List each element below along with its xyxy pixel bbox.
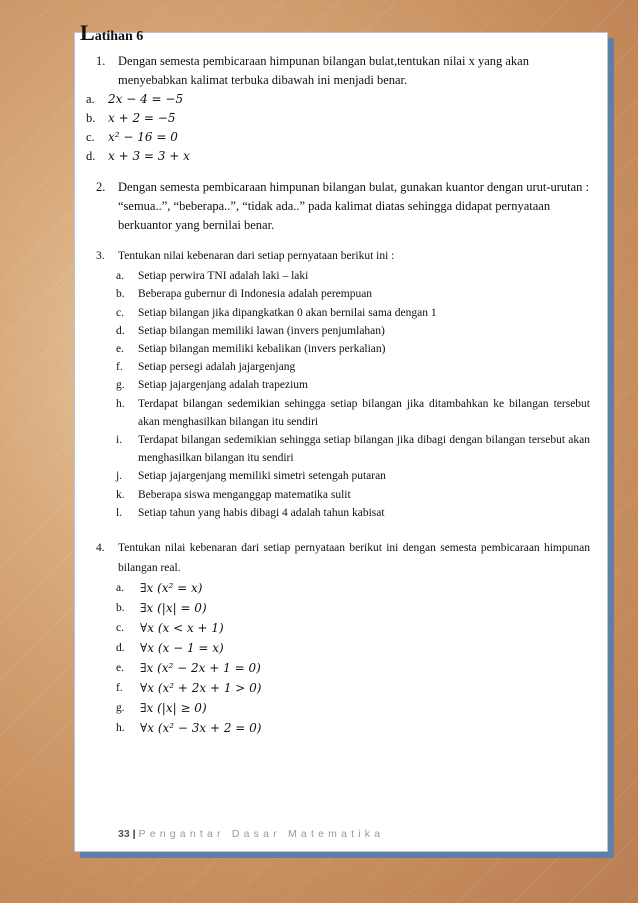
item-label: h.: [116, 397, 125, 410]
question-number: 3.: [96, 250, 105, 262]
item-text: Setiap persegi adalah jajargenjang: [138, 361, 296, 374]
item-text: 2x − 4 = −5: [108, 92, 184, 106]
list-item: [96, 267, 590, 285]
item-text: Setiap jajargenjang adalah trapezium: [138, 379, 308, 392]
item-label: c.: [116, 622, 124, 635]
list-item: [96, 678, 590, 698]
question-number: 2.: [96, 180, 106, 194]
item-text: x² − 16 = 0: [108, 130, 178, 144]
item-label: h.: [116, 722, 125, 735]
item-text: Terdapat bilangan sedemikian sehingga setiap bilangan jika dibagi dengan bilangan tersebut akan menghasilkan bilangan itu sendiri: [138, 434, 590, 465]
question-4-items: [96, 578, 590, 738]
list-item: [96, 358, 590, 376]
list-item: [86, 109, 590, 128]
item-label: a.: [116, 582, 124, 595]
question-3-items: [96, 267, 590, 522]
item-text: Setiap jajargenjang memiliki simetri setengah putaran: [138, 470, 386, 483]
question-3: [96, 247, 590, 522]
question-2: [96, 178, 590, 235]
item-text: ∃x (x² − 2x + 1 = 0): [140, 661, 261, 676]
item-label: f.: [116, 361, 123, 374]
question-text: Tentukan nilai kebenaran dari setiap pernyataan berikut ini :: [118, 250, 395, 262]
list-item: [96, 431, 590, 467]
question-4: [96, 538, 590, 738]
list-item: [96, 376, 590, 394]
item-text: Setiap bilangan memiliki lawan (invers penjumlahan): [138, 324, 385, 337]
item-text: ∃x (x² = x): [140, 581, 203, 596]
item-label: j.: [116, 470, 123, 483]
list-item: [96, 578, 590, 598]
list-item: [96, 322, 590, 340]
item-text: Setiap tahun yang habis dibagi 4 adalah tahun kabisat: [138, 506, 385, 519]
question-number: 4.: [96, 542, 105, 555]
list-item: [96, 285, 590, 303]
item-label: d.: [86, 149, 96, 163]
item-label: g.: [116, 702, 125, 715]
item-text: ∃x (|x| ≥ 0): [140, 701, 207, 716]
item-text: Beberapa gubernur di Indonesia adalah perempuan: [138, 288, 373, 301]
page-number: 33: [118, 828, 130, 840]
list-item: [96, 304, 590, 322]
item-label: b.: [116, 602, 125, 615]
item-text: ∀x (x < x + 1): [140, 621, 224, 636]
item-label: i.: [116, 434, 123, 447]
exercise-content: [86, 52, 590, 738]
item-text: Setiap perwira TNI adalah laki – laki: [138, 270, 309, 283]
question-1: [96, 52, 590, 90]
list-item: [96, 718, 590, 738]
question-number: 1.: [96, 54, 106, 68]
list-item: [86, 147, 590, 166]
list-item: [96, 638, 590, 658]
page-title: [80, 20, 143, 46]
question-text: Tentukan nilai kebenaran dari setiap pernyataan berikut ini dengan semesta pembicaraan himpunan bilangan real.: [118, 542, 590, 575]
item-text: Beberapa siswa menganggap matematika sulit: [138, 488, 351, 501]
list-item: [96, 658, 590, 678]
item-label: f.: [116, 682, 123, 695]
page-footer: [118, 828, 384, 840]
item-label: e.: [116, 343, 124, 356]
list-item: [96, 698, 590, 718]
list-item: [86, 128, 590, 147]
list-item: [96, 598, 590, 618]
item-label: d.: [116, 324, 125, 337]
footer-separator: |: [132, 828, 136, 840]
list-item: [96, 395, 590, 431]
item-label: a.: [86, 92, 95, 106]
item-text: x + 3 = 3 + x: [108, 149, 190, 163]
item-label: b.: [86, 111, 96, 125]
item-label: a.: [116, 270, 124, 283]
item-text: ∀x (x² − 3x + 2 = 0): [140, 721, 262, 736]
list-item: [96, 340, 590, 358]
item-text: Terdapat bilangan sedemikian sehingga setiap bilangan jika ditambahkan ke bilangan tersebut akan menghasilkan bilangan itu sendiri: [138, 397, 590, 428]
question-text: Dengan semesta pembicaraan himpunan bilangan bulat,tentukan nilai x yang akan menyebabkan kalimat terbuka dibawah ini menjadi benar.: [118, 54, 529, 87]
title-rest: atihan 6: [94, 29, 144, 44]
item-label: d.: [116, 642, 125, 655]
item-label: c.: [86, 130, 95, 144]
item-label: b.: [116, 288, 125, 301]
list-item: [96, 618, 590, 638]
footer-brand: Pengantar Dasar Matematika: [138, 828, 385, 840]
item-text: ∀x (x² + 2x + 1 > 0): [140, 681, 262, 696]
question-text: Dengan semesta pembicaraan himpunan bilangan bulat, gunakan kuantor dengan urut-urutan : “semua..”, “beberapa..”, “tidak ada..” pada kalimat diatas sehingga didapat pernyataan berkuantor yang bernilai benar.: [118, 180, 590, 232]
item-text: ∃x (|x| = 0): [140, 601, 207, 616]
item-text: x + 2 = −5: [108, 111, 176, 125]
list-item: [86, 90, 590, 109]
question-1-items: [86, 90, 590, 166]
item-text: ∀x (x − 1 = x): [140, 641, 224, 656]
title-initial: L: [80, 20, 95, 45]
item-label: c.: [116, 306, 124, 319]
item-label: e.: [116, 662, 124, 675]
item-text: Setiap bilangan jika dipangkatkan 0 akan bernilai sama dengan 1: [138, 306, 437, 319]
item-label: l.: [116, 506, 123, 519]
item-text: Setiap bilangan memiliki kebalikan (invers perkalian): [138, 343, 386, 356]
list-item: [96, 467, 590, 485]
item-label: g.: [116, 379, 125, 392]
item-label: k.: [116, 488, 125, 501]
list-item: [96, 504, 590, 522]
list-item: [96, 486, 590, 504]
